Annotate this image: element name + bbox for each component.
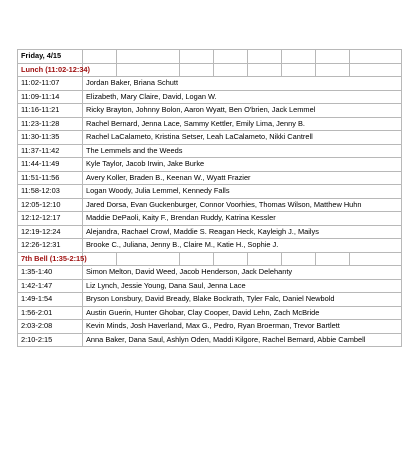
- names-cell[interactable]: Elizabeth, Mary Claire, David, Logan W.: [83, 90, 402, 104]
- names-cell[interactable]: Ricky Brayton, Johnny Bolon, Aaron Wyatt, Ben O'brien, Jack Lemmel: [83, 104, 402, 118]
- time-slot-cell[interactable]: 2:03-2:08: [18, 320, 83, 334]
- cell[interactable]: [180, 252, 214, 266]
- names-cell[interactable]: The Lemmels and the Weeds: [83, 144, 402, 158]
- time-slot-cell[interactable]: 11:30-11:35: [18, 131, 83, 145]
- cell[interactable]: [282, 63, 316, 77]
- table-row: [18, 225, 402, 239]
- time-slot-cell[interactable]: 11:09-11:14: [18, 90, 83, 104]
- names-cell[interactable]: Austin Guerin, Hunter Ghobar, Clay Cooper, David Lehn, Zach McBride: [83, 306, 402, 320]
- time-slot-cell[interactable]: 12:05-12:10: [18, 198, 83, 212]
- table-row: [18, 131, 402, 145]
- names-cell[interactable]: Liz Lynch, Jessie Young, Dana Saul, Jenna Lace: [83, 279, 402, 293]
- table-row: [18, 158, 402, 172]
- table-row: [18, 279, 402, 293]
- table-row: [18, 77, 402, 91]
- cell[interactable]: [316, 63, 350, 77]
- cell[interactable]: [316, 252, 350, 266]
- names-cell[interactable]: Brooke C., Juliana, Jenny B., Claire M., Katie H., Sophie J.: [83, 239, 402, 253]
- cell[interactable]: [248, 63, 282, 77]
- table-row: [18, 185, 402, 199]
- names-cell[interactable]: Kyle Taylor, Jacob Irwin, Jake Burke: [83, 158, 402, 172]
- cell[interactable]: [83, 252, 117, 266]
- table-row: [18, 171, 402, 185]
- date-title[interactable]: Friday, 4/15: [18, 50, 83, 64]
- table-row: [18, 293, 402, 307]
- time-slot-cell[interactable]: 1:56-2:01: [18, 306, 83, 320]
- time-slot-cell[interactable]: 1:42-1:47: [18, 279, 83, 293]
- section-header-row: [18, 252, 402, 266]
- names-cell[interactable]: Logan Woody, Julia Lemmel, Kennedy Falls: [83, 185, 402, 199]
- names-cell[interactable]: Jared Dorsa, Evan Guckenburger, Connor Voorhies, Thomas Wilson, Matthew Huhn: [83, 198, 402, 212]
- time-slot-cell[interactable]: 11:23-11:28: [18, 117, 83, 131]
- names-cell[interactable]: Rachel Bernard, Jenna Lace, Sammy Kettler, Emily Lima, Jenny B.: [83, 117, 402, 131]
- names-cell[interactable]: Kevin Minds, Josh Haverland, Max G., Pedro, Ryan Broerman, Trevor Bartlett: [83, 320, 402, 334]
- table-row: [18, 320, 402, 334]
- time-slot-cell[interactable]: 11:02-11:07: [18, 77, 83, 91]
- names-cell[interactable]: Rachel LaCalameto, Kristina Setser, Leah LaCalameto, Nikki Cantrell: [83, 131, 402, 145]
- names-cell[interactable]: Alejandra, Rachael Crowl, Maddie S. Reagan Heck, Kayleigh J., Mailys: [83, 225, 402, 239]
- section-header-row: [18, 63, 402, 77]
- table-row: [18, 306, 402, 320]
- table-row: [18, 333, 402, 347]
- cell[interactable]: [180, 63, 214, 77]
- time-slot-cell[interactable]: 11:44-11:49: [18, 158, 83, 172]
- cell[interactable]: [214, 252, 248, 266]
- cell[interactable]: [350, 252, 402, 266]
- names-cell[interactable]: Anna Baker, Dana Saul, Ashlyn Oden, Maddi Kilgore, Rachel Bernard, Abbie Cambell: [83, 333, 402, 347]
- time-slot-cell[interactable]: 11:16-11:21: [18, 104, 83, 118]
- cell[interactable]: [248, 252, 282, 266]
- time-slot-cell[interactable]: 12:19-12:24: [18, 225, 83, 239]
- names-cell[interactable]: Bryson Lonsbury, David Bready, Blake Bockrath, Tyler Falc, Daniel Newbold: [83, 293, 402, 307]
- names-cell[interactable]: Avery Koller, Braden B., Keenan W., Wyatt Frazier: [83, 171, 402, 185]
- cell[interactable]: [180, 50, 214, 64]
- time-slot-cell[interactable]: 11:58-12:03: [18, 185, 83, 199]
- table-row: [18, 266, 402, 280]
- cell[interactable]: [214, 50, 248, 64]
- cell[interactable]: [248, 50, 282, 64]
- time-slot-cell[interactable]: 12:26-12:31: [18, 239, 83, 253]
- cell[interactable]: [316, 50, 350, 64]
- table-row: [18, 212, 402, 226]
- time-slot-cell[interactable]: 11:37-11:42: [18, 144, 83, 158]
- title-row: [18, 50, 402, 64]
- names-cell[interactable]: Jordan Baker, Briana Schutt: [83, 77, 402, 91]
- table-row: [18, 198, 402, 212]
- time-slot-cell[interactable]: 12:12-12:17: [18, 212, 83, 226]
- cell[interactable]: [117, 252, 180, 266]
- table-row: [18, 144, 402, 158]
- table-row: [18, 90, 402, 104]
- section-label[interactable]: 7th Bell (1:35-2:15): [18, 252, 83, 266]
- cell[interactable]: [282, 252, 316, 266]
- schedule-body: [18, 50, 402, 347]
- cell[interactable]: [282, 50, 316, 64]
- table-row: [18, 239, 402, 253]
- cell[interactable]: [117, 63, 180, 77]
- schedule-table: [17, 49, 402, 347]
- section-label[interactable]: Lunch (11:02-12:34): [18, 63, 83, 77]
- cell[interactable]: [350, 63, 402, 77]
- cell[interactable]: [350, 50, 402, 64]
- names-cell[interactable]: Maddie DePaoli, Kaity F., Brendan Ruddy, Katrina Kessler: [83, 212, 402, 226]
- table-row: [18, 104, 402, 118]
- names-cell[interactable]: Simon Melton, David Weed, Jacob Henderson, Jack Delehanty: [83, 266, 402, 280]
- time-slot-cell[interactable]: 1:49-1:54: [18, 293, 83, 307]
- cell[interactable]: [117, 50, 180, 64]
- time-slot-cell[interactable]: 2:10-2:15: [18, 333, 83, 347]
- time-slot-cell[interactable]: 1:35-1:40: [18, 266, 83, 280]
- time-slot-cell[interactable]: 11:51-11:56: [18, 171, 83, 185]
- cell[interactable]: [214, 63, 248, 77]
- table-row: [18, 117, 402, 131]
- cell[interactable]: [83, 50, 117, 64]
